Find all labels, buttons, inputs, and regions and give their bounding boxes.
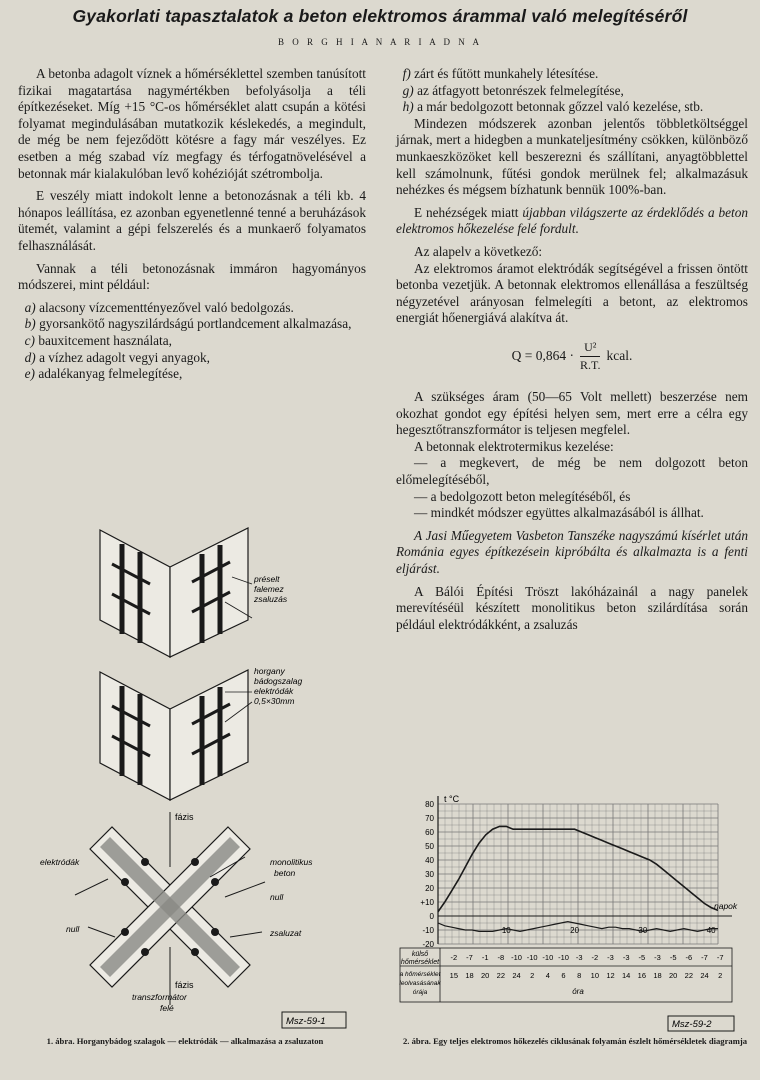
row-kulso-value: -5 — [669, 953, 677, 962]
article-title: Gyakorlati tapasztalatok a beton elektromos árammal való melegítéséről — [72, 6, 688, 26]
row-ora-value: 22 — [684, 971, 694, 980]
y-tick-label: 80 — [425, 800, 434, 809]
row-ora-value: 8 — [577, 971, 582, 980]
y-tick-label: +10 — [420, 898, 434, 907]
paragraph: Mindezen módszerek azonban jelentős többletköltséggel járnak, mert a hidegben a munkateljesítmény csökken, különböző munkaeszközöket kell beszerezni és szállítani, anyagtöbblettel kell számolnunk, fűtési gondok merülnek fel; alkalmazásuk nehézkes és mégsem bízhatunk bennük 100%-ban. — [396, 115, 748, 198]
row-kulso-value: -10 — [558, 953, 569, 962]
list-item: b) gyorsankötő nagyszilárdságú portlandcement alkalmazása, — [24, 316, 352, 332]
paragraph: A Jasi Műegyetem Vasbeton Tanszéke nagyszámú kísérlet után Románia egyes építkezésein kipróbálta és alkalmazta is a fenti eljárást. — [396, 527, 748, 577]
paragraph: E veszély miatt indokolt lenne a betonozásnak a téli kb. 4 hónapos leállítása, ez azonban egyenetlenné tenné a beruházások ütemét, valamint a gépi felszerelés és a munkaerő folyamatos felhasználását. — [18, 188, 366, 253]
row-kulso-value: -3 — [622, 953, 630, 962]
formwork-panel — [170, 528, 248, 657]
row-label-homerseklet: hőmérséklet — [400, 959, 440, 966]
label-size: 0,5×30mm — [254, 696, 295, 706]
row-label-ido-2: leolvasásának — [399, 980, 441, 987]
label-preselt: préselt — [254, 574, 280, 584]
x-tick-label-day: 30 — [638, 926, 648, 935]
y-tick-label: 20 — [425, 884, 434, 893]
y-axis-label: t °C — [444, 794, 460, 804]
y-tick-label: 0 — [429, 912, 434, 921]
label-transzformator: transzformátor — [132, 992, 187, 1002]
y-tick-label: 40 — [425, 856, 434, 865]
row-kulso-value: -7 — [701, 953, 708, 962]
paragraph: Az alapelv a következő: — [414, 243, 543, 259]
row-ora-value: 15 — [449, 971, 459, 980]
paragraph: A Bálói Építési Tröszt lakóházainál a nagy panelek merevítéséül készített monolitikus beton szilárdítása során például elektródákként, a zsaluzás — [396, 583, 748, 632]
row-ora-value: 2 — [718, 971, 723, 980]
napok-label: napok — [714, 901, 738, 911]
x-tick-label-day: 20 — [570, 926, 580, 935]
y-tick-label: 30 — [425, 870, 434, 879]
label-fele: felé — [160, 1003, 174, 1013]
label-null-right: null — [270, 892, 284, 902]
x-tick-label-day: 40 — [706, 926, 716, 935]
caption-figure-1: 1. ábra. Horganybádog szalagok — elektródák — alkalmazása a zsaluzaton — [46, 1036, 324, 1046]
paragraph: A betonba adagolt víznek a hőmérséklettel szemben tanúsított fizikai magatartása nagymértékben befolyásolja a téli építkezéseket. Míg +15 °C-os hőmérséklet alatt csupán a kötési folyamat megindulásában mutatkozik késlekedés, a megindult, de még be nem fejeződött kötésre a fagy már veszélyes. Ez esetben a még szabad víz megfagy és térfogatnövelésével a betonnak már kialakulóban levő kohézióját szétrombolja. — [18, 66, 366, 181]
row-kulso-value: -8 — [497, 953, 505, 962]
paragraph: A szükséges áram (50—65 Volt mellett) beszerzése nem okozhat gondot egy építési helyen sem, mert erre a célra egy hegesztőtranszformátor is teljesen megfelel. — [396, 389, 748, 438]
row-ora-value: 14 — [621, 971, 631, 980]
label-zsaluzas: zsaluzás — [254, 594, 288, 604]
row-kulso-value: -7 — [716, 953, 724, 962]
row-ora-value: 16 — [637, 971, 647, 980]
row-ora-value: 12 — [606, 971, 615, 980]
row-kulso-value: -3 — [654, 953, 661, 962]
figure-1-drawing — [20, 522, 350, 1032]
stamp-msz-59-1: Msz-59-1 — [286, 1016, 326, 1027]
label-horgany: horgany — [254, 666, 285, 676]
row-ora-value: 22 — [496, 971, 506, 980]
label-fazis-bottom: fázis — [175, 980, 194, 990]
label-null-left: null — [66, 924, 80, 934]
row-ora-value: 20 — [668, 971, 678, 980]
row-ora-value: 18 — [653, 971, 662, 980]
ora-label: óra — [572, 987, 584, 996]
row-ora-value: 6 — [561, 971, 566, 980]
label-elektrodak: elektródák — [254, 686, 294, 696]
list-item: h) a már bedolgozott betonnak gőzzel való kezelése, stb. — [402, 99, 704, 115]
left-column — [18, 66, 366, 383]
row-kulso-value: -6 — [685, 953, 693, 962]
paragraph: — mindkét módszer együttes alkalmazásából is állhat. — [414, 505, 704, 521]
row-ora-value: 24 — [700, 971, 709, 980]
right-column — [396, 66, 748, 639]
row-ora-value: 20 — [480, 971, 490, 980]
label-fazis-top: fázis — [175, 812, 194, 822]
y-tick-label: -10 — [422, 926, 434, 935]
y-tick-label: 50 — [425, 842, 434, 851]
paragraph: Az elektromos áramot elektródák segítségével a frissen öntött betonba vezetjük. A betonnak elektromos ellenállása a feszültség négyzetével arányosan felmelegíti a betont, az elektromos energiát hőenergiává alakítva át. — [396, 260, 748, 326]
y-tick-label: -20 — [422, 940, 434, 949]
caption-figure-2: 2. ábra. Egy teljes elektromos hőkezelés ciklusának folyamán észlelt hőmérsékletek diagramja — [402, 1036, 748, 1046]
paragraph: — a bedolgozott beton melegítéséből, és — [414, 488, 631, 504]
row-ora-value: 24 — [512, 971, 521, 980]
row-ora-value: 2 — [530, 971, 535, 980]
formwork-panel — [100, 672, 170, 800]
list-item: c) bauxitcement használata, — [24, 332, 172, 348]
row-kulso-value: -7 — [466, 953, 473, 962]
formula: Q = 0,864 · $\frac{\text{U²}}{R.T.}$ kcal. — [511, 339, 633, 372]
label-falemez: falemez — [254, 584, 284, 594]
author-name: B O R G H I A N A R I A D N A — [277, 37, 483, 47]
label-zsaluzat: zsaluzat — [270, 928, 302, 938]
paragraph: Vannak a téli betonozásnak immáron hagyományos módszerei, mint például: — [18, 260, 366, 293]
y-tick-label: 60 — [425, 828, 434, 837]
row-ora-value: 18 — [465, 971, 474, 980]
list-item: f) zárt és fűtött munkahely létesítése. — [402, 66, 599, 81]
row-kulso-value: -1 — [481, 953, 489, 962]
list-item: g) az átfagyott betonrészek felmelegítése, — [402, 82, 624, 98]
row-kulso-value: -10 — [511, 953, 522, 962]
y-tick-label: 70 — [425, 814, 434, 823]
paragraph: A betonnak elektrotermikus kezelése: — [414, 438, 614, 454]
paragraph: — a megkevert, de még be nem dolgozott beton előmelegítéséből, — [396, 455, 748, 488]
formwork-panel — [100, 530, 170, 657]
row-kulso-value: -2 — [450, 953, 458, 962]
row-kulso-value: -2 — [591, 953, 599, 962]
row-kulso-value: -3 — [575, 953, 583, 962]
label-monolitikus: monolitikus — [270, 857, 313, 867]
row-ora-value: 4 — [545, 971, 550, 980]
list-item: a) alacsony vízcementtényezővel való bedolgozás. — [24, 299, 294, 315]
row-kulso-value: -3 — [607, 953, 614, 962]
list-item: e) adalékanyag felmelegítése, — [24, 366, 183, 382]
row-label-ido-1: a hőmérséklet — [399, 971, 441, 978]
row-kulso-value: -10 — [542, 953, 554, 962]
row-ora-value: 10 — [590, 971, 600, 980]
paragraph: E nehézségek miatt újabban világszerte az érdeklődés a beton elektromos hőkezelése felé fordult. — [396, 204, 748, 237]
row-label-ido-3: órája — [412, 989, 428, 996]
label-elektrodak-cross: elektródák — [40, 857, 80, 867]
row-kulso-value: -10 — [526, 953, 538, 962]
stamp-msz-59-2: Msz-59-2 — [672, 1019, 712, 1030]
x-tick-label-day: 10 — [501, 926, 511, 935]
row-label-kulso: külső — [411, 951, 429, 958]
label-beton: beton — [274, 868, 296, 878]
label-badogszalag: bádogszalag — [254, 676, 303, 686]
list-item: d) a vízhez adagolt vegyi anyagok, — [24, 349, 211, 365]
formwork-panel — [170, 670, 248, 800]
row-kulso-value: -5 — [638, 953, 646, 962]
figure-2-chart — [398, 790, 756, 1034]
